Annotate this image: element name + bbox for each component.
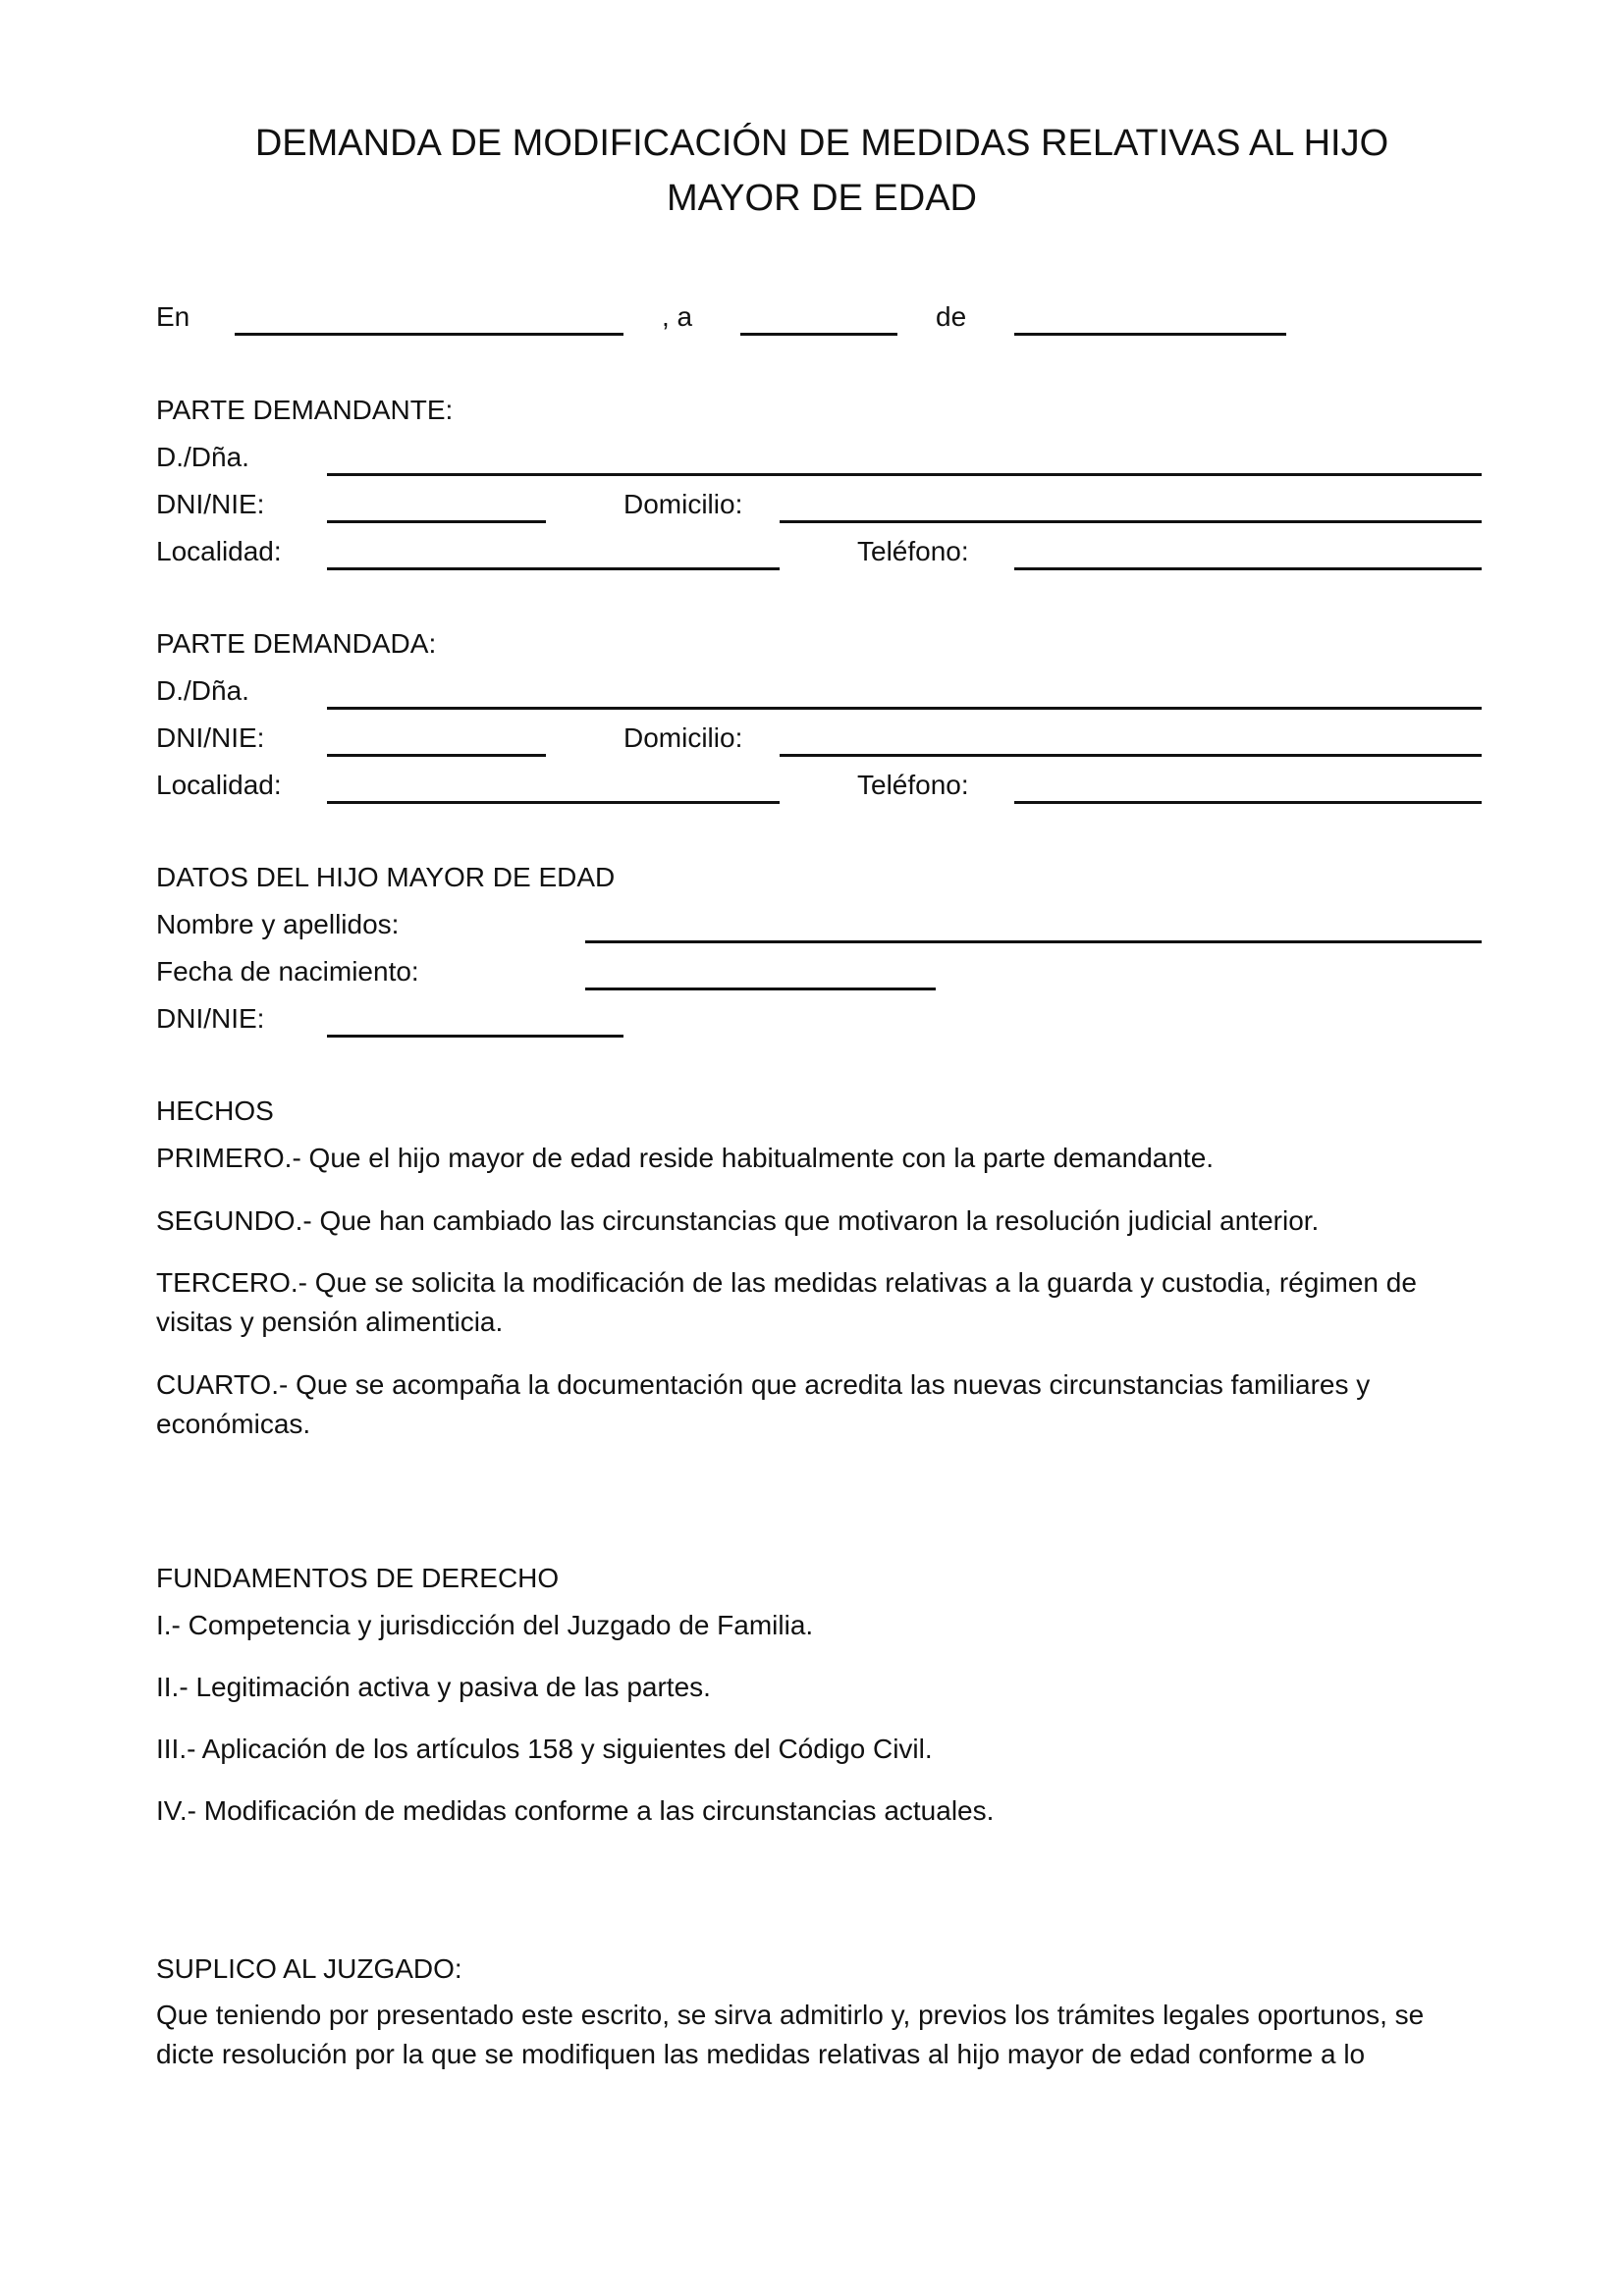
hijo-dni-field[interactable] bbox=[327, 1035, 623, 1038]
demandada-telefono-label: Teléfono: bbox=[857, 770, 969, 800]
fundamento-iv: IV.- Modificación de medidas conforme a las circunstancias actuales. bbox=[156, 1795, 995, 1826]
demandada-telefono-field[interactable] bbox=[1014, 801, 1482, 804]
demandante-telefono-label: Teléfono: bbox=[857, 536, 969, 566]
hechos-heading: HECHOS bbox=[156, 1095, 274, 1126]
place-label: En bbox=[156, 301, 190, 332]
demandante-name-label: D./Dña. bbox=[156, 442, 249, 472]
demandada-dni-field[interactable] bbox=[327, 754, 546, 757]
month-field[interactable] bbox=[1014, 333, 1286, 336]
fundamento-iii: III.- Aplicación de los artículos 158 y siguientes del Código Civil. bbox=[156, 1734, 933, 1764]
demandante-dni-label: DNI/NIE: bbox=[156, 489, 265, 519]
suplico-heading: SUPLICO AL JUZGADO: bbox=[156, 1953, 462, 1984]
demandada-name-field[interactable] bbox=[327, 707, 1482, 710]
demandada-domicilio-field[interactable] bbox=[780, 754, 1482, 757]
demandada-dni-label: DNI/NIE: bbox=[156, 722, 265, 753]
fundamento-i: I.- Competencia y jurisdicción del Juzgado de Familia. bbox=[156, 1610, 814, 1640]
demandante-localidad-field[interactable] bbox=[327, 567, 780, 570]
place-field[interactable] bbox=[235, 333, 623, 336]
hecho-primero: PRIMERO.- Que el hijo mayor de edad reside habitualmente con la parte demandante. bbox=[156, 1143, 1215, 1173]
demandada-localidad-label: Localidad: bbox=[156, 770, 282, 800]
demandada-domicilio-label: Domicilio: bbox=[623, 722, 743, 753]
demandada-localidad-field[interactable] bbox=[327, 801, 780, 804]
demandante-domicilio-field[interactable] bbox=[780, 520, 1482, 523]
hijo-fecha-label: Fecha de nacimiento: bbox=[156, 956, 419, 987]
hijo-nombre-label: Nombre y apellidos: bbox=[156, 909, 400, 939]
hecho-tercero: TERCERO.- Que se solicita la modificación de las medidas relativas a la guarda y custodia, régimen de visitas y pensión alimenticia. bbox=[156, 1267, 1417, 1337]
hecho-cuarto: CUARTO.- Que se acompaña la documentación que acredita las nuevas circunstancias familiares y económicas. bbox=[156, 1369, 1371, 1439]
demandante-dni-field[interactable] bbox=[327, 520, 546, 523]
document-title-line-2: MAYOR DE EDAD bbox=[666, 178, 977, 219]
day-field[interactable] bbox=[740, 333, 897, 336]
fundamento-ii: II.- Legitimación activa y pasiva de las partes. bbox=[156, 1672, 711, 1702]
demandante-name-field[interactable] bbox=[327, 473, 1482, 476]
suplico-text: Que teniendo por presentado este escrito, se sirva admitirlo y, previos los trámites legales oportunos, se dicte resolución por la que se modifiquen las medidas relativas al hijo mayor de edad conforme a lo bbox=[156, 2000, 1425, 2069]
hijo-nombre-field[interactable] bbox=[585, 940, 1482, 943]
demandante-localidad-label: Localidad: bbox=[156, 536, 282, 566]
day-label: , a bbox=[662, 301, 693, 332]
month-label: de bbox=[936, 301, 967, 332]
fundamentos-heading: FUNDAMENTOS DE DERECHO bbox=[156, 1563, 560, 1593]
demandante-heading: PARTE DEMANDANTE: bbox=[156, 395, 454, 425]
hijo-fecha-field[interactable] bbox=[585, 988, 936, 990]
hijo-heading: DATOS DEL HIJO MAYOR DE EDAD bbox=[156, 862, 616, 892]
document-title-line-1: DEMANDA DE MODIFICACIÓN DE MEDIDAS RELATIVAS AL HIJO bbox=[254, 123, 1389, 164]
demandante-telefono-field[interactable] bbox=[1014, 567, 1482, 570]
demandada-name-label: D./Dña. bbox=[156, 675, 249, 706]
hecho-segundo: SEGUNDO.- Que han cambiado las circunstancias que motivaron la resolución judicial anterior. bbox=[156, 1205, 1320, 1236]
hijo-dni-label: DNI/NIE: bbox=[156, 1003, 265, 1034]
demandante-domicilio-label: Domicilio: bbox=[623, 489, 743, 519]
demandada-heading: PARTE DEMANDADA: bbox=[156, 628, 437, 659]
